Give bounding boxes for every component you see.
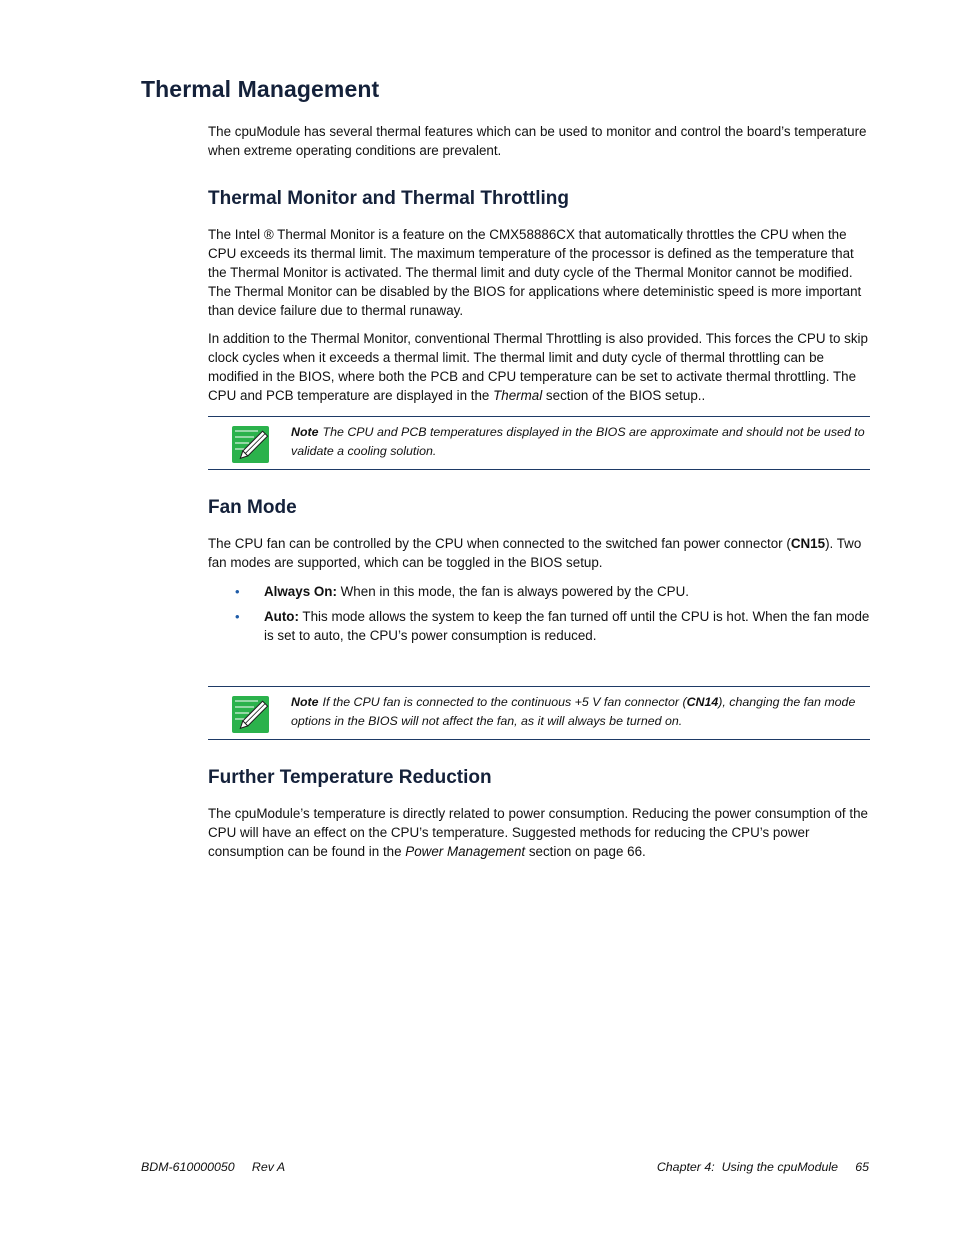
thermal-throttling-paragraph xyxy=(208,329,870,405)
throttling-emphasis: Thermal xyxy=(493,388,543,403)
note-box-bios-temperatures xyxy=(208,416,870,470)
fan-mode-paragraph xyxy=(208,534,870,572)
bullet-icon: • xyxy=(235,609,240,624)
pencil-note-icon xyxy=(232,426,269,463)
fan-text-2: ). Two fan modes are supported, which can be toggled in the BIOS setup. xyxy=(208,536,862,570)
note-connector-label: CN14 xyxy=(686,695,719,709)
note-text xyxy=(291,423,866,461)
thermal-monitor-paragraph: The Intel ® Thermal Monitor is a feature on the CMX58886CX that automatically throttles the CPU when the CPU exceeds its thermal limit. The maximum temperature of the processor is defined as the temperature that the Thermal Monitor is activated. The thermal limit and duty cycle of the Thermal Monitor cannot be modified. The Thermal Monitor can be disabled by the BIOS for applications where deteministic speed is more important than device failure due to thermal runaway. xyxy=(208,227,862,318)
further-text-1: The cpuModule’s temperature is directly related to power consumption. Reducing the power consumption of the CPU will have an effect on the CPU’s temperature. Suggested methods for reducing the CPU’s power consumption can be found in the xyxy=(208,806,868,859)
throttling-text-2: section of the BIOS setup.. xyxy=(542,388,706,403)
section-heading-thermal-monitor: Thermal Monitor and Thermal Throttling xyxy=(208,188,569,209)
list-item-label: Auto: xyxy=(264,609,299,624)
power-management-link-text: Power Management xyxy=(405,844,526,859)
intro-paragraph: The cpuModule has several thermal features which can be used to monitor and control the board’s temperature when extreme operating conditions are prevalent. xyxy=(208,124,867,158)
note-label: Note xyxy=(291,425,319,439)
list-item xyxy=(235,582,870,601)
page-title: Thermal Management xyxy=(141,76,380,102)
section-heading-fan-mode: Fan Mode xyxy=(208,497,297,518)
footer-document-id: BDM-610000050 Rev A xyxy=(141,1160,286,1174)
further-reduction-paragraph xyxy=(208,804,870,861)
note-label: Note xyxy=(291,695,319,709)
note-body-2: ), changing the fan mode options in the BIOS will not affect the fan, as it will always be turned on. xyxy=(291,695,856,728)
further-text-2: section on page 66. xyxy=(525,844,646,859)
list-item-text: When in this mode, the fan is always powered by the CPU. xyxy=(336,584,689,599)
note-box-fan-connector xyxy=(208,686,870,740)
section-heading-further-reduction: Further Temperature Reduction xyxy=(208,767,492,788)
throttling-text-1: In addition to the Thermal Monitor, conventional Thermal Throttling is also provided. This forces the CPU to skip clock cycles when it exceeds a thermal limit. The thermal limit and duty cycle of thermal throttling can be modified in the BIOS, where both the PCB and CPU temperature can be set to activate thermal throttling. The CPU and PCB temperature are displayed in the xyxy=(208,331,868,403)
footer-chapter-page: Chapter 4: Using the cpuModule 65 xyxy=(656,1160,869,1174)
list-item xyxy=(235,607,870,645)
note-body: The CPU and PCB temperatures displayed in the BIOS are approximate and should not be used to validate a cooling solution. xyxy=(291,425,865,458)
list-item-label: Always On: xyxy=(264,584,337,599)
pencil-note-icon xyxy=(232,696,269,733)
fan-text-1: The CPU fan can be controlled by the CPU when connected to the switched fan power connector ( xyxy=(208,536,791,551)
note-body-1: If the CPU fan is connected to the continuous +5 V fan connector ( xyxy=(322,695,687,709)
note-text xyxy=(291,693,866,731)
bullet-icon: • xyxy=(235,584,240,599)
list-item-text: This mode allows the system to keep the fan turned off until the CPU is hot. When the fan mode is set to auto, the CPU’s power consumption is reduced. xyxy=(264,609,870,643)
fan-connector-label: CN15 xyxy=(790,536,826,551)
